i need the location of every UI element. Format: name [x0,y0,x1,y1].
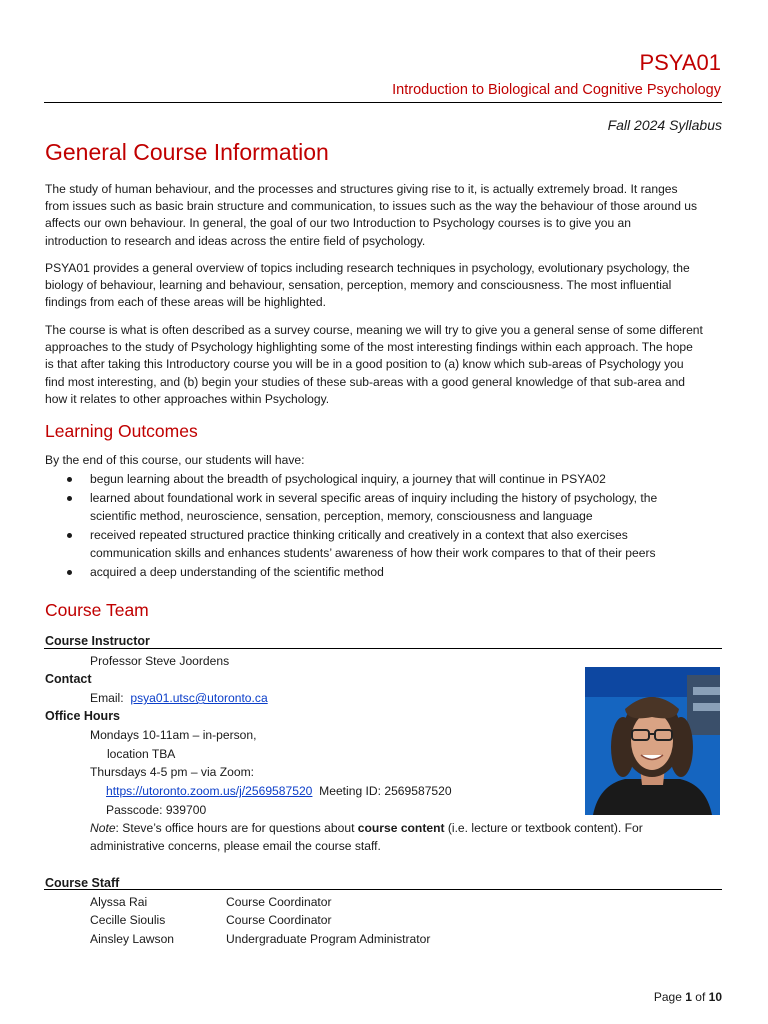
note-text: (i.e. lecture or textbook content). For [444,821,643,835]
office-hours-thursday: Thursdays 4-5 pm – via Zoom: [90,765,254,779]
bullet-icon [67,570,72,575]
general-paragraph-1 [45,181,725,250]
text-line: from issues such as basic brain structure and communication, to issues such as the way the behaviour of those around us [45,199,698,214]
text-line: find most interesting, and (b) begin your studies of these sub-areas with a good general knowledge of that sub-area and [45,374,686,389]
instructor-photo [585,667,720,815]
bullet-icon [67,533,72,538]
staff-role: Course Coordinator [226,913,332,927]
text-line: learned about foundational work in several specific areas of inquiry including the history of psychology, the [90,490,658,505]
outcomes-list [45,470,657,582]
page-number [654,990,722,1004]
office-hours-note [90,821,643,835]
text-line: communication skills and enhances students’ awareness of how their work compares to that of their peers [90,546,656,561]
staff-label: Course Staff [45,876,120,890]
staff-name: Cecille Sioulis [90,913,166,927]
text-line: affects our own behaviour. In general, the goal of our two Introduction to Psychology courses is to give you an [45,216,632,231]
text-line: begun learning about the breadth of psychological inquiry, a journey that will continue in PSYA02 [90,472,606,486]
text-line: scientific method, neuroscience, sensation, perception, memory, consciousness and language [90,509,593,524]
text-line: received repeated structured practice thinking critically and creatively in a context that also exercises [90,527,628,542]
staff-name: Alyssa Rai [90,895,148,909]
email-label: Email: [90,691,124,705]
note-emphasis: course content [357,821,445,835]
header-divider [44,102,722,103]
note-label: Note [90,821,116,835]
text-line: how it relates to other approaches within Psychology. [45,391,330,406]
instructor-photo-graphic [585,667,720,815]
text-line: biology of behaviour, learning and behaviour, sensation, perception, memory and consciousness. The most influential [45,278,672,293]
office-hours-location: location TBA [107,747,176,761]
meeting-id: Meeting ID: 2569587520 [319,784,452,798]
page-label: Page [653,990,682,1004]
text-line: PSYA01 provides a general overview of topics including research techniques in psychology, evolutionary psychology, the [45,261,690,275]
staff-name: Ainsley Lawson [90,932,175,946]
general-paragraph-2 [45,260,725,312]
instructor-label: Course Instructor [45,634,150,648]
list-item [45,470,657,489]
office-hours-label: Office Hours [45,709,121,723]
course-name: Introduction to Biological and Cognitive Psychology [392,82,721,98]
course-code: PSYA01 [639,50,721,75]
text-line: acquired a deep understanding of the scientific method [90,564,384,579]
text-line: The study of human behaviour, and the processes and structures giving rise to it, is actually extremely broad. It ranges [45,182,678,196]
office-hours-note-line2: administrative concerns, please email the course staff. [90,839,381,853]
list-item [45,489,657,526]
note-text: : Steve’s office hours are for questions about [115,821,358,835]
bullet-icon [67,477,72,482]
of-label: of [695,990,706,1004]
passcode: Passcode: 939700 [106,803,207,817]
staff-divider [44,889,722,890]
outcomes-heading: Learning Outcomes [45,421,198,441]
text-line: introduction to research and ideas across the entire field of psychology. [45,233,426,248]
email-row [90,691,268,705]
bullet-icon [67,496,72,501]
text-line: is that after taking this Introductory course you will be in a good position to (a) know which sub-areas of Psychology you [45,357,684,372]
zoom-row [106,784,452,798]
general-paragraph-3 [45,322,725,408]
office-hours-monday: Mondays 10-11am – in-person, [90,728,257,742]
text-line: The course is what is often described as a survey course, meaning we will try to give you a general sense of some different [45,323,703,337]
term-label: Fall 2024 Syllabus [607,117,722,133]
contact-label: Contact [45,672,92,686]
page-total: 10 [708,990,722,1004]
page-current: 1 [685,990,692,1004]
text-line: approaches to the study of Psychology highlighting some of the most interesting findings within each approach. The hope [45,340,693,355]
staff-role: Course Coordinator [226,895,332,909]
staff-role: Undergraduate Program Administrator [226,932,431,946]
text-line: findings from each of these areas will be highlighted. [45,295,327,310]
list-item [45,526,657,563]
outcomes-intro: By the end of this course, our students will have: [45,453,305,467]
list-item [45,563,657,582]
email-link[interactable]: psya01.utsc@utoronto.ca [130,691,268,705]
team-heading: Course Team [45,600,149,620]
general-heading: General Course Information [45,139,329,165]
instructor-divider [44,648,722,649]
zoom-link[interactable]: https://utoronto.zoom.us/j/2569587520 [106,784,313,798]
instructor-name: Professor Steve Joordens [90,654,230,668]
